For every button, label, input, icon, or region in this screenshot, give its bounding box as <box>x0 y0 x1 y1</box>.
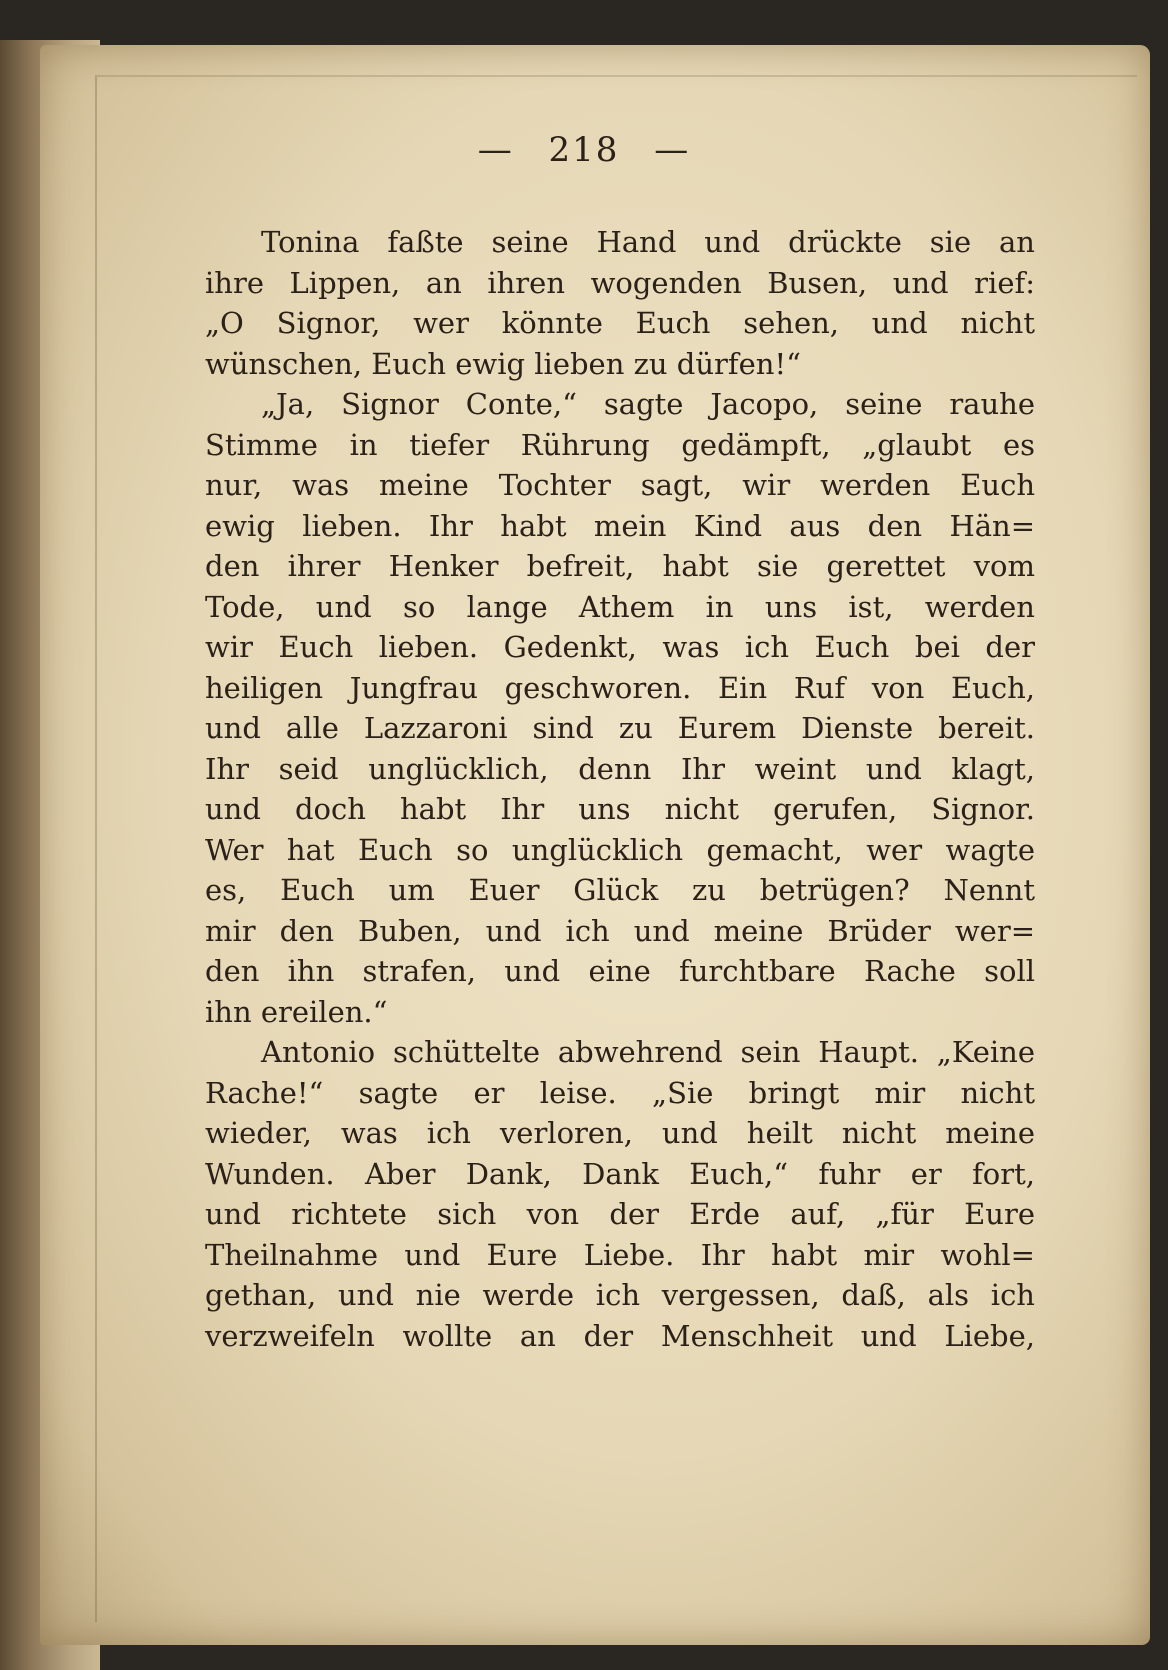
text-line: Theilnahme und Eure Liebe. Ihr habt mir wohl= <box>205 1237 1035 1272</box>
text-line: ihn ereilen.“ <box>205 994 388 1029</box>
text-line: und alle Lazzaroni sind zu Eurem Dienste bereit. <box>205 711 1035 745</box>
text-line: gethan, und nie werde ich vergessen, daß, als ich <box>205 1278 1035 1312</box>
text-line: heiligen Jungfrau geschworen. Ein Ruf von Euch, <box>205 670 1035 705</box>
text-line: und doch habt Ihr uns nicht gerufen, Signor. <box>205 792 1035 826</box>
text-line: Stimme in tiefer Rührung gedämpft, „glaubt es <box>205 427 1035 462</box>
text-line: wieder, was ich verloren, und heilt nicht meine <box>205 1116 1035 1150</box>
text-line: Tonina faßte seine Hand und drückte sie an <box>261 225 1035 259</box>
text-line: Wer hat Euch so unglücklich gemacht, wer wagte <box>205 832 1035 867</box>
text-line: nur, was meine Tochter sagt, wir werden Euch <box>205 468 1035 502</box>
page-number: 218 <box>548 130 620 170</box>
text-line: Antonio schüttelte abwehrend sein Haupt. „Keine <box>261 1035 1035 1069</box>
text-line: ihre Lippen, an ihren wogenden Busen, und rief: <box>205 265 1035 300</box>
text-line: Wunden. Aber Dank, Dank Euch,“ fuhr er fort, <box>205 1156 1035 1191</box>
text-line: „O Signor, wer könnte Euch sehen, und nicht <box>205 306 1035 340</box>
text-line: Ihr seid unglücklich, denn Ihr weint und klagt, <box>205 751 1035 786</box>
text-line: ewig lieben. Ihr habt mein Kind aus den Hän= <box>205 508 1035 543</box>
text-line: Tode, und so lange Athem in uns ist, werden <box>205 589 1035 624</box>
text-line: den ihrer Henker befreit, habt sie gerettet vom <box>205 549 1035 583</box>
text-line: mir den Buben, und ich und meine Brüder wer= <box>205 913 1035 948</box>
header-dash-left: — <box>477 130 514 170</box>
text-line: „Ja, Signor Conte,“ sagte Jacopo, seine rauhe <box>261 387 1035 421</box>
body-text <box>205 222 1035 1356</box>
text-line: wir Euch lieben. Gedenkt, was ich Euch bei der <box>205 630 1035 664</box>
text-line: es, Euch um Euer Glück zu betrügen? Nennt <box>205 873 1035 907</box>
text-line: und richtete sich von der Erde auf, „für Eure <box>205 1197 1035 1231</box>
page-header <box>0 130 1168 170</box>
text-line: wünschen, Euch ewig lieben zu dürfen!“ <box>205 346 801 381</box>
text-line: Rache!“ sagte er leise. „Sie bringt mir nicht <box>205 1075 1035 1110</box>
text-line: den ihn strafen, und eine furchtbare Rache soll <box>205 954 1035 988</box>
header-dash-right: — <box>654 130 691 170</box>
text-line: verzweifeln wollte an der Menschheit und Liebe, <box>205 1318 1035 1353</box>
